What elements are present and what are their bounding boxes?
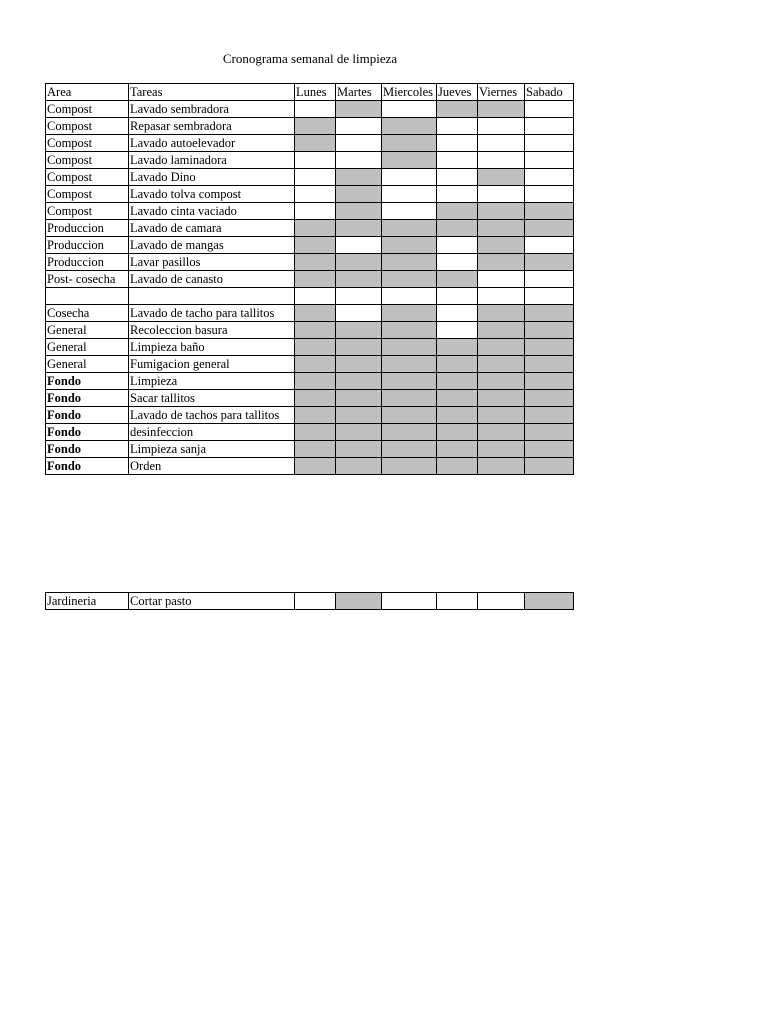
day-cell-viernes[interactable] <box>478 373 525 390</box>
day-cell-lunes[interactable] <box>295 101 336 118</box>
day-cell-miercoles[interactable] <box>382 271 437 288</box>
day-cell-viernes[interactable] <box>478 118 525 135</box>
day-cell-lunes[interactable] <box>295 186 336 203</box>
day-cell-lunes[interactable] <box>295 407 336 424</box>
day-cell-jueves[interactable] <box>437 186 478 203</box>
day-cell-miercoles[interactable] <box>382 101 437 118</box>
day-cell-miercoles[interactable] <box>382 186 437 203</box>
area-cell[interactable]: Cosecha <box>46 305 129 322</box>
day-cell-lunes[interactable] <box>295 169 336 186</box>
day-cell-sabado[interactable] <box>525 203 574 220</box>
day-cell-sabado[interactable] <box>525 271 574 288</box>
table-row <box>46 135 574 152</box>
header-row <box>46 84 574 101</box>
task-cell[interactable]: Orden <box>129 458 295 475</box>
day-cell-martes[interactable] <box>336 458 382 475</box>
day-cell-sabado[interactable] <box>525 135 574 152</box>
day-cell-jueves[interactable] <box>437 593 478 610</box>
day-cell-viernes[interactable] <box>478 254 525 271</box>
day-cell-viernes[interactable] <box>478 356 525 373</box>
day-cell-viernes[interactable] <box>478 135 525 152</box>
day-cell-jueves[interactable] <box>437 441 478 458</box>
area-cell[interactable]: Produccion <box>46 237 129 254</box>
day-cell-viernes[interactable] <box>478 390 525 407</box>
day-cell-sabado[interactable] <box>525 237 574 254</box>
area-cell[interactable]: General <box>46 339 129 356</box>
task-cell[interactable]: Fumigacion general <box>129 356 295 373</box>
table-row <box>46 458 574 475</box>
day-cell-miercoles[interactable] <box>382 458 437 475</box>
header-cell-viernes[interactable]: Viernes <box>478 84 525 101</box>
task-cell[interactable]: Lavado de tacho para tallitos <box>129 305 295 322</box>
area-cell[interactable]: Fondo <box>46 458 129 475</box>
day-cell-jueves[interactable] <box>437 356 478 373</box>
table-row <box>46 373 574 390</box>
day-cell-viernes[interactable] <box>478 441 525 458</box>
table-row <box>46 220 574 237</box>
day-cell-martes[interactable] <box>336 322 382 339</box>
day-cell-jueves[interactable] <box>437 424 478 441</box>
day-cell-jueves[interactable] <box>437 135 478 152</box>
day-cell-miercoles[interactable] <box>382 203 437 220</box>
table-row <box>46 305 574 322</box>
day-cell-jueves[interactable] <box>437 373 478 390</box>
day-cell-jueves[interactable] <box>437 407 478 424</box>
day-cell-sabado[interactable] <box>525 186 574 203</box>
day-cell-jueves[interactable] <box>437 237 478 254</box>
area-cell[interactable]: Fondo <box>46 373 129 390</box>
day-cell-martes[interactable] <box>336 152 382 169</box>
day-cell-sabado[interactable] <box>525 424 574 441</box>
table-row <box>46 288 574 305</box>
day-cell-martes[interactable] <box>336 254 382 271</box>
day-cell-martes[interactable] <box>336 237 382 254</box>
table-row <box>46 407 574 424</box>
task-cell[interactable]: Repasar sembradora <box>129 118 295 135</box>
area-cell[interactable]: Produccion <box>46 220 129 237</box>
day-cell-martes[interactable] <box>336 169 382 186</box>
day-cell-sabado[interactable] <box>525 441 574 458</box>
task-cell[interactable]: Limpieza baño <box>129 339 295 356</box>
task-cell[interactable]: Lavado Dino <box>129 169 295 186</box>
day-cell-lunes[interactable] <box>295 152 336 169</box>
day-cell-miercoles[interactable] <box>382 356 437 373</box>
area-cell[interactable]: Fondo <box>46 441 129 458</box>
day-cell-viernes[interactable] <box>478 169 525 186</box>
day-cell-miercoles[interactable] <box>382 135 437 152</box>
area-cell[interactable]: Jardineria <box>46 593 129 610</box>
header-cell-area[interactable]: Area <box>46 84 129 101</box>
day-cell-lunes[interactable] <box>295 356 336 373</box>
day-cell-viernes[interactable] <box>478 424 525 441</box>
day-cell-martes[interactable] <box>336 407 382 424</box>
day-cell-martes[interactable] <box>336 373 382 390</box>
day-cell-lunes[interactable] <box>295 390 336 407</box>
area-cell[interactable] <box>46 288 129 305</box>
day-cell-martes[interactable] <box>336 135 382 152</box>
day-cell-martes[interactable] <box>336 593 382 610</box>
day-cell-sabado[interactable] <box>525 390 574 407</box>
task-cell[interactable]: Lavado sembradora <box>129 101 295 118</box>
day-cell-jueves[interactable] <box>437 322 478 339</box>
day-cell-martes[interactable] <box>336 424 382 441</box>
day-cell-martes[interactable] <box>336 356 382 373</box>
area-cell[interactable]: Fondo <box>46 407 129 424</box>
day-cell-miercoles[interactable] <box>382 424 437 441</box>
day-cell-viernes[interactable] <box>478 339 525 356</box>
day-cell-sabado[interactable] <box>525 322 574 339</box>
day-cell-viernes[interactable] <box>478 322 525 339</box>
day-cell-sabado[interactable] <box>525 152 574 169</box>
header-cell-miercoles[interactable]: Miercoles <box>382 84 437 101</box>
day-cell-sabado[interactable] <box>525 458 574 475</box>
day-cell-viernes[interactable] <box>478 288 525 305</box>
task-cell[interactable]: Sacar tallitos <box>129 390 295 407</box>
day-cell-lunes[interactable] <box>295 220 336 237</box>
task-cell[interactable]: Lavado laminadora <box>129 152 295 169</box>
day-cell-lunes[interactable] <box>295 135 336 152</box>
day-cell-martes[interactable] <box>336 288 382 305</box>
day-cell-miercoles[interactable] <box>382 339 437 356</box>
day-cell-martes[interactable] <box>336 101 382 118</box>
day-cell-jueves[interactable] <box>437 101 478 118</box>
task-cell[interactable]: Lavado de camara <box>129 220 295 237</box>
task-cell[interactable]: Limpieza <box>129 373 295 390</box>
task-cell[interactable]: Lavado cinta vaciado <box>129 203 295 220</box>
table-row <box>46 118 574 135</box>
day-cell-lunes[interactable] <box>295 593 336 610</box>
day-cell-jueves[interactable] <box>437 271 478 288</box>
area-cell[interactable]: Fondo <box>46 390 129 407</box>
day-cell-miercoles[interactable] <box>382 407 437 424</box>
table-row <box>46 271 574 288</box>
task-cell[interactable]: Lavado autoelevador <box>129 135 295 152</box>
day-cell-jueves[interactable] <box>437 288 478 305</box>
day-cell-lunes[interactable] <box>295 237 336 254</box>
day-cell-viernes[interactable] <box>478 152 525 169</box>
day-cell-jueves[interactable] <box>437 254 478 271</box>
day-cell-jueves[interactable] <box>437 152 478 169</box>
day-cell-martes[interactable] <box>336 305 382 322</box>
day-cell-lunes[interactable] <box>295 424 336 441</box>
day-cell-lunes[interactable] <box>295 458 336 475</box>
day-cell-martes[interactable] <box>336 339 382 356</box>
area-cell[interactable]: General <box>46 322 129 339</box>
day-cell-sabado[interactable] <box>525 305 574 322</box>
day-cell-jueves[interactable] <box>437 118 478 135</box>
table-row <box>46 390 574 407</box>
day-cell-sabado[interactable] <box>525 169 574 186</box>
table-row <box>46 101 574 118</box>
day-cell-jueves[interactable] <box>437 390 478 407</box>
table-row <box>46 339 574 356</box>
day-cell-miercoles[interactable] <box>382 322 437 339</box>
table-row <box>46 203 574 220</box>
day-cell-lunes[interactable] <box>295 441 336 458</box>
header-cell-tareas[interactable]: Tareas <box>129 84 295 101</box>
day-cell-sabado[interactable] <box>525 254 574 271</box>
task-cell[interactable]: Lavado tolva compost <box>129 186 295 203</box>
day-cell-martes[interactable] <box>336 441 382 458</box>
day-cell-miercoles[interactable] <box>382 254 437 271</box>
table-row <box>46 254 574 271</box>
day-cell-viernes[interactable] <box>478 593 525 610</box>
day-cell-lunes[interactable] <box>295 322 336 339</box>
day-cell-jueves[interactable] <box>437 203 478 220</box>
jardineria-row <box>46 593 574 610</box>
table-row <box>46 322 574 339</box>
day-cell-sabado[interactable] <box>525 101 574 118</box>
table-row <box>46 186 574 203</box>
area-cell[interactable]: Fondo <box>46 424 129 441</box>
task-cell[interactable]: desinfeccion <box>129 424 295 441</box>
day-cell-viernes[interactable] <box>478 458 525 475</box>
day-cell-lunes[interactable] <box>295 118 336 135</box>
day-cell-miercoles[interactable] <box>382 288 437 305</box>
day-cell-viernes[interactable] <box>478 407 525 424</box>
header-cell-lunes[interactable]: Lunes <box>295 84 336 101</box>
day-cell-viernes[interactable] <box>478 101 525 118</box>
day-cell-sabado[interactable] <box>525 356 574 373</box>
day-cell-miercoles[interactable] <box>382 390 437 407</box>
day-cell-lunes[interactable] <box>295 339 336 356</box>
area-cell[interactable]: General <box>46 356 129 373</box>
day-cell-lunes[interactable] <box>295 288 336 305</box>
day-cell-sabado[interactable] <box>525 220 574 237</box>
task-cell[interactable]: Lavado de mangas <box>129 237 295 254</box>
area-cell[interactable]: Compost <box>46 118 129 135</box>
table-row <box>46 237 574 254</box>
day-cell-sabado[interactable] <box>525 288 574 305</box>
area-cell[interactable]: Compost <box>46 152 129 169</box>
day-cell-viernes[interactable] <box>478 305 525 322</box>
day-cell-sabado[interactable] <box>525 373 574 390</box>
day-cell-sabado[interactable] <box>525 593 574 610</box>
schedule-table <box>45 83 574 475</box>
task-cell[interactable] <box>129 288 295 305</box>
header-cell-martes[interactable]: Martes <box>336 84 382 101</box>
area-cell[interactable]: Post- cosecha <box>46 271 129 288</box>
header-cell-sabado[interactable]: Sabado <box>525 84 574 101</box>
page-title: Cronograma semanal de limpieza <box>222 51 398 66</box>
task-cell[interactable]: Lavado de tachos para tallitos <box>129 407 295 424</box>
area-cell[interactable]: Compost <box>46 169 129 186</box>
day-cell-lunes[interactable] <box>295 254 336 271</box>
day-cell-miercoles[interactable] <box>382 220 437 237</box>
task-cell[interactable]: Limpieza sanja <box>129 441 295 458</box>
day-cell-martes[interactable] <box>336 203 382 220</box>
day-cell-viernes[interactable] <box>478 237 525 254</box>
area-cell[interactable]: Compost <box>46 101 129 118</box>
area-cell[interactable]: Compost <box>46 186 129 203</box>
header-cell-jueves[interactable]: Jueves <box>437 84 478 101</box>
day-cell-martes[interactable] <box>336 390 382 407</box>
day-cell-viernes[interactable] <box>478 186 525 203</box>
day-cell-jueves[interactable] <box>437 305 478 322</box>
table-row <box>46 356 574 373</box>
day-cell-miercoles[interactable] <box>382 373 437 390</box>
area-cell[interactable]: Compost <box>46 135 129 152</box>
day-cell-martes[interactable] <box>336 220 382 237</box>
day-cell-lunes[interactable] <box>295 271 336 288</box>
area-cell[interactable]: Produccion <box>46 254 129 271</box>
table-row <box>46 169 574 186</box>
task-cell[interactable]: Lavar pasillos <box>129 254 295 271</box>
day-cell-lunes[interactable] <box>295 203 336 220</box>
table-row <box>46 152 574 169</box>
day-cell-miercoles[interactable] <box>382 441 437 458</box>
day-cell-jueves[interactable] <box>437 458 478 475</box>
day-cell-martes[interactable] <box>336 271 382 288</box>
day-cell-miercoles[interactable] <box>382 169 437 186</box>
day-cell-jueves[interactable] <box>437 169 478 186</box>
day-cell-sabado[interactable] <box>525 118 574 135</box>
table-row <box>46 441 574 458</box>
day-cell-miercoles[interactable] <box>382 593 437 610</box>
day-cell-miercoles[interactable] <box>382 237 437 254</box>
day-cell-jueves[interactable] <box>437 339 478 356</box>
day-cell-jueves[interactable] <box>437 220 478 237</box>
jardineria-table <box>45 592 574 610</box>
task-cell[interactable]: Recoleccion basura <box>129 322 295 339</box>
day-cell-miercoles[interactable] <box>382 152 437 169</box>
day-cell-martes[interactable] <box>336 118 382 135</box>
day-cell-miercoles[interactable] <box>382 118 437 135</box>
day-cell-viernes[interactable] <box>478 220 525 237</box>
area-cell[interactable]: Compost <box>46 203 129 220</box>
day-cell-miercoles[interactable] <box>382 305 437 322</box>
table-row <box>46 424 574 441</box>
task-cell[interactable]: Lavado de canasto <box>129 271 295 288</box>
day-cell-viernes[interactable] <box>478 271 525 288</box>
day-cell-viernes[interactable] <box>478 203 525 220</box>
day-cell-lunes[interactable] <box>295 373 336 390</box>
day-cell-martes[interactable] <box>336 186 382 203</box>
day-cell-sabado[interactable] <box>525 339 574 356</box>
task-cell[interactable]: Cortar pasto <box>129 593 295 610</box>
day-cell-lunes[interactable] <box>295 305 336 322</box>
day-cell-sabado[interactable] <box>525 407 574 424</box>
